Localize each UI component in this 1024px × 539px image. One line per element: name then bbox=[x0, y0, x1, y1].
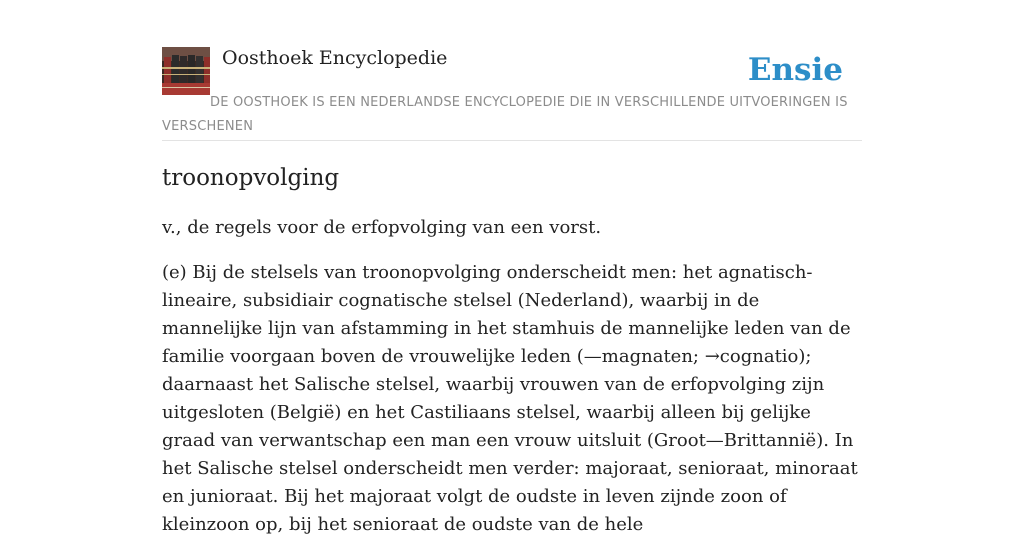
encyclopedia-books-icon bbox=[162, 47, 210, 95]
source-header bbox=[162, 46, 862, 141]
article-title: troonopvolging bbox=[162, 165, 340, 191]
article-body: (e) Bij de stelsels van troonopvolging onderscheidt men: het agnatisch-lineaire, subsidiair cognatische stelsel (Nederland), waarbij in de mannelijke lijn van afstamming in het stamhuis de mannelijke leden van de familie voorgaan boven de vrouwelijke leden (—magnaten; →cognatio); daarnaast het Salische stelsel, waarbij vrouwen van de erfopvolging zijn uitgesloten (België) en het Castiliaans stelsel, waarbij alleen bij gelijke graad van verwantschap een man een vrouw uitsluit (Groot—Brittannië). In het Salische stelsel onderscheidt men verder: majoraat, senioraat, minoraat en junioraat. Bij het majoraat volgt de oudste in leven zijnde zoon of kleinzoon op, bij het senioraat de oudste van de hele bbox=[162, 262, 858, 535]
source-name-link[interactable]: Oosthoek Encyclopedie bbox=[222, 47, 448, 69]
source-tagline: DE OOSTHOEK IS EEN NEDERLANDSE ENCYCLOPEDIE DIE IN VERSCHILLENDE UITVOERINGEN IS VERSCHENEN bbox=[162, 95, 848, 134]
article-definition: v., de regels voor de erfopvolging van een vorst. bbox=[162, 217, 602, 238]
source-avatar[interactable] bbox=[162, 47, 210, 95]
article-content bbox=[162, 160, 862, 539]
ensie-logo[interactable]: Ensie bbox=[747, 52, 843, 88]
